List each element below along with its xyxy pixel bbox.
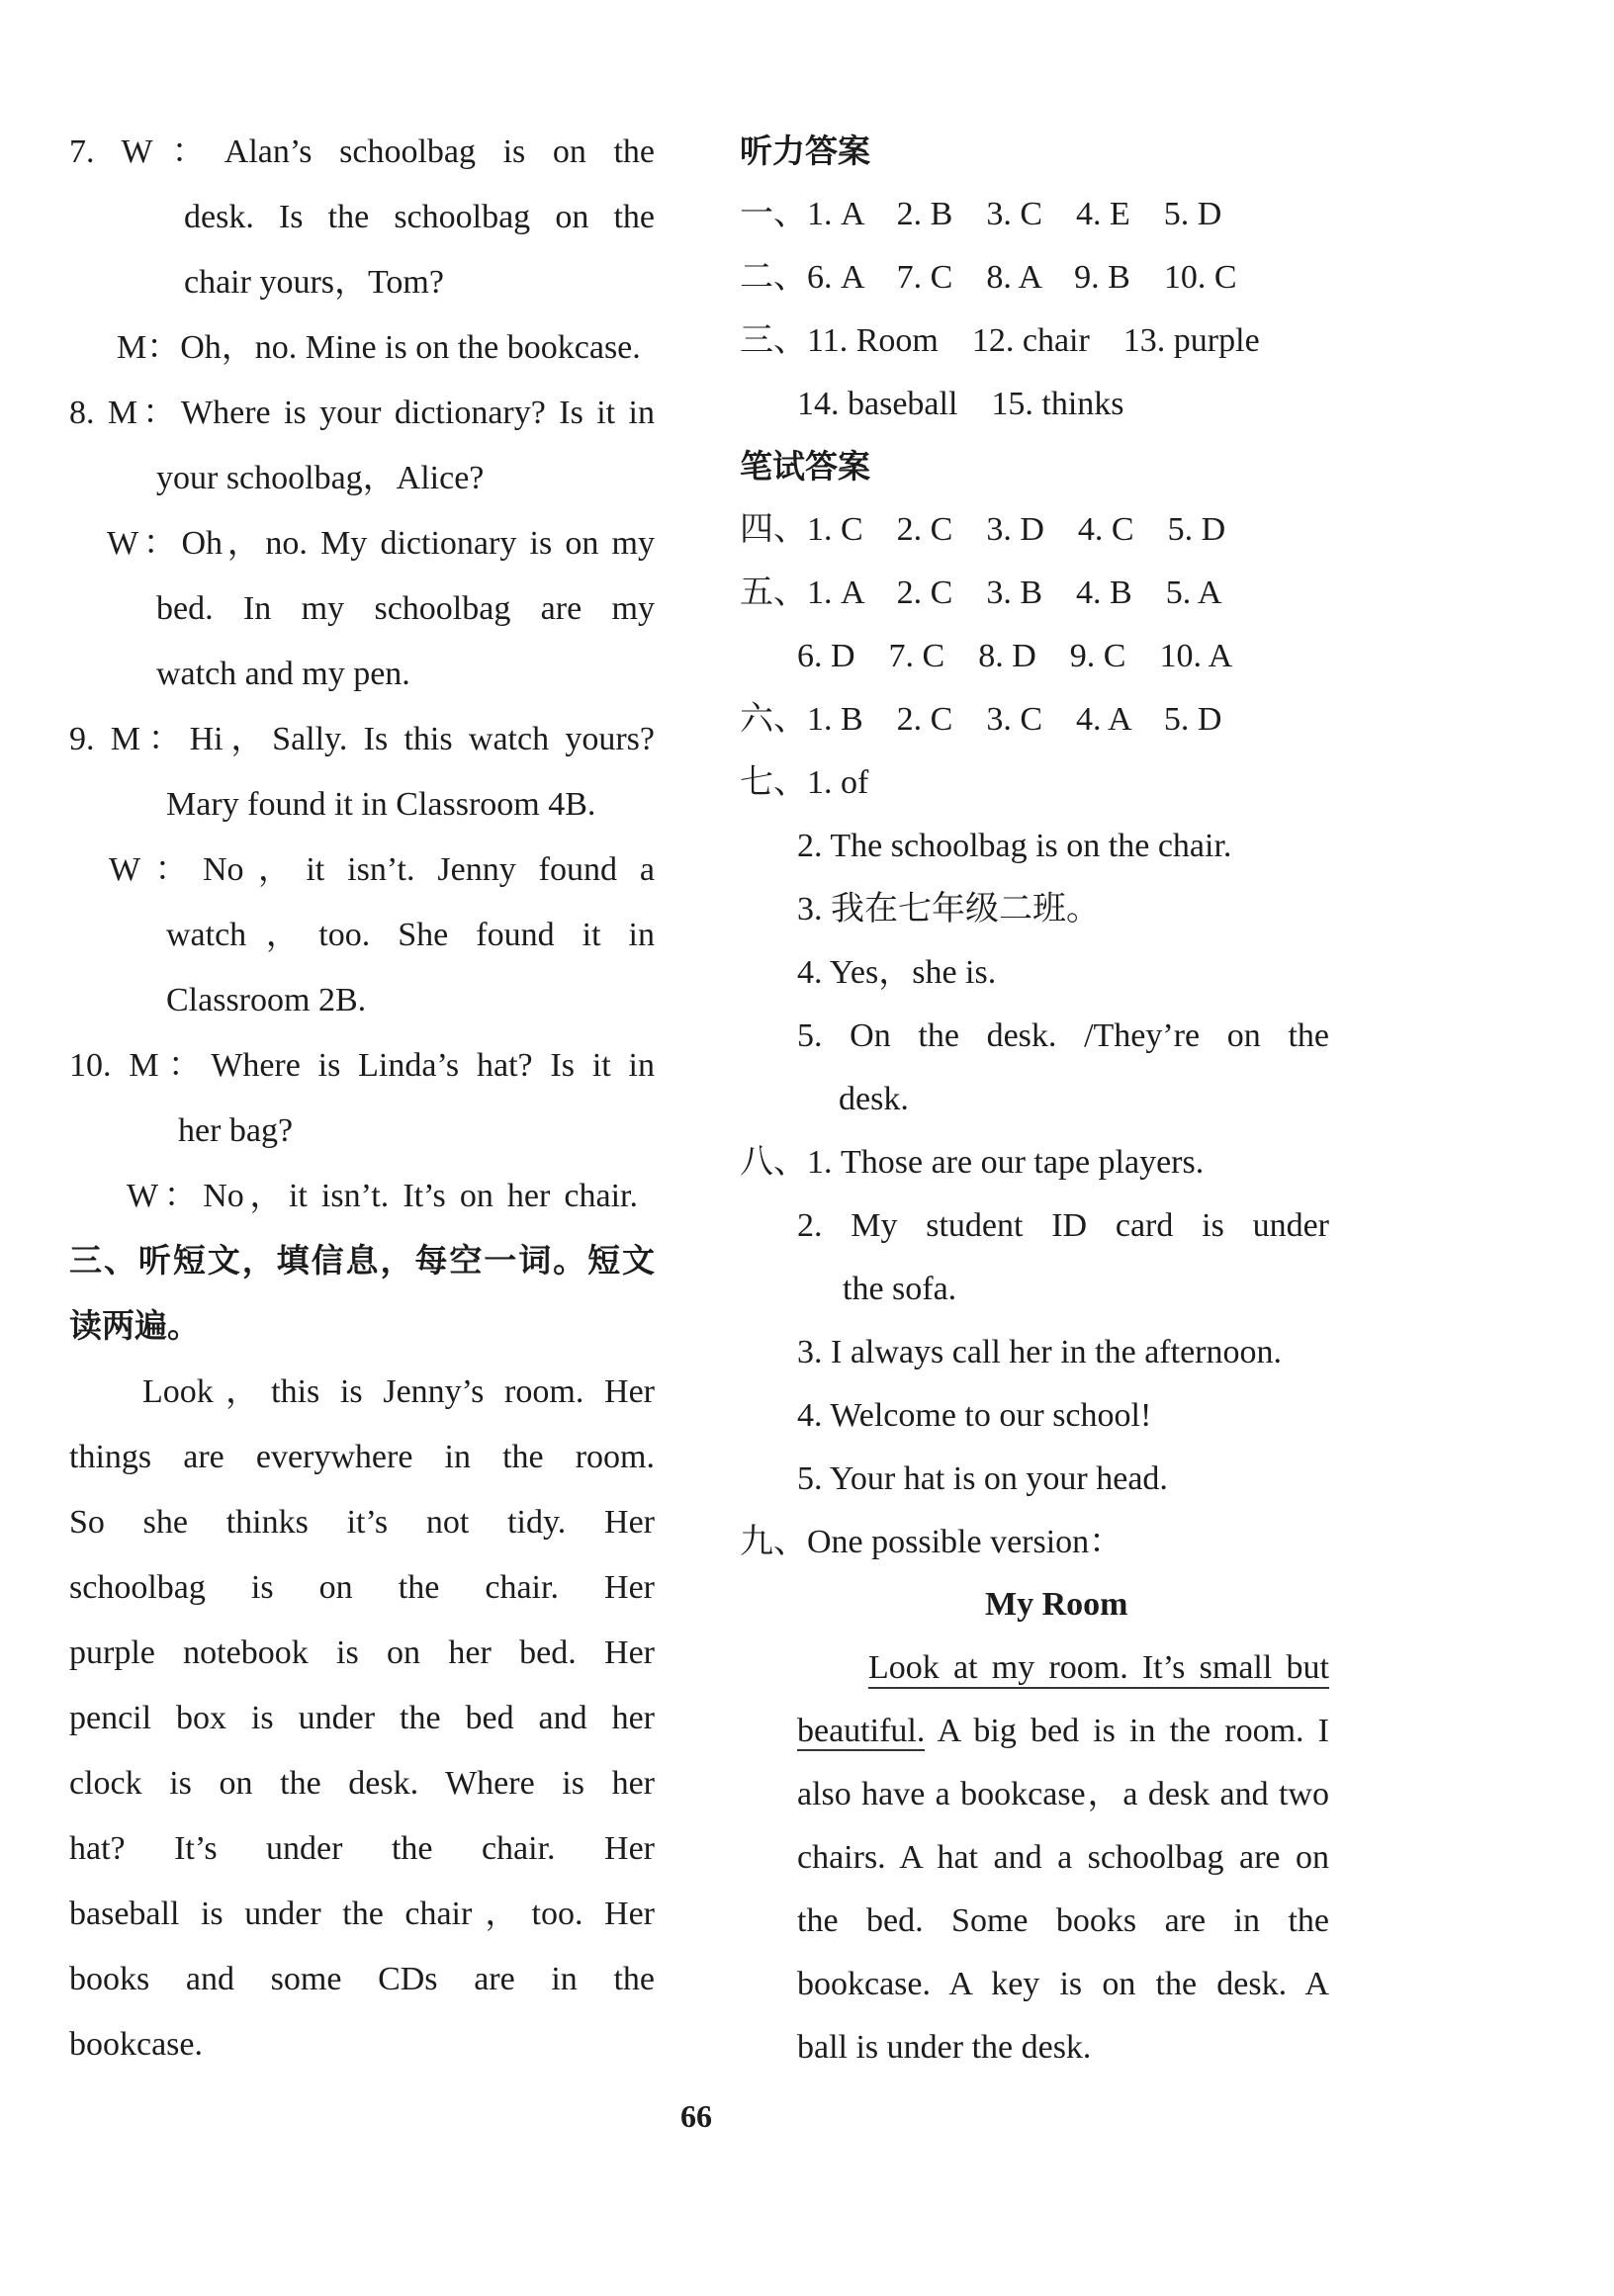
dialogue-line: desk. Is the schoolbag on the (184, 199, 655, 235)
section-heading: 三、听短文，填信息，每空一词。短文 (69, 1241, 655, 1280)
dialogue-line: W：No，it isn’t. Jenny found a (109, 851, 655, 888)
essay-line: the bed. Some books are in the (797, 1902, 1329, 1939)
answer-line: 二、6. A 7. C 8. A 9. B 10. C (740, 259, 1237, 296)
answer-line: 4. Welcome to our school! (797, 1397, 1152, 1434)
dialogue-line: bed. In my schoolbag are my (156, 590, 655, 627)
answer-line: 八、1. Those are our tape players. (740, 1144, 1205, 1181)
dialogue-line: Classroom 2B. (166, 982, 367, 1018)
answer-line: the sofa. (843, 1271, 957, 1307)
passage-line: clock is on the desk. Where is her (69, 1765, 655, 1802)
listening-answers-heading: 听力答案 (740, 132, 870, 170)
answer-line: 一、1. A 2. B 3. C 4. E 5. D (740, 196, 1222, 232)
essay-line: chairs. A hat and a schoolbag are on (797, 1839, 1329, 1876)
passage-line: bookcase. (69, 2026, 204, 2063)
dialogue-line: your schoolbag，Alice? (156, 460, 485, 496)
answer-line: desk. (839, 1081, 909, 1117)
written-answers-heading: 笔试答案 (740, 447, 870, 486)
answer-line: 七、1. of (740, 764, 869, 801)
answer-line: 5. On the desk. /They’re on the (797, 1017, 1329, 1054)
essay-title: My Room (985, 1586, 1128, 1623)
passage-line: schoolbag is on the chair. Her (69, 1569, 655, 1606)
answer-line: 3. 我在七年级二班。 (797, 891, 1100, 927)
answer-line: 四、1. C 2. C 3. D 4. C 5. D (740, 511, 1226, 548)
passage-line: Look，this is Jenny’s room. Her (142, 1373, 655, 1410)
dialogue-line: chair yours，Tom? (184, 264, 444, 301)
essay-line: ball is under the desk. (797, 2029, 1092, 2066)
answer-line: 六、1. B 2. C 3. C 4. A 5. D (740, 701, 1222, 738)
dialogue-line: W：No，it isn’t. It’s on her chair. (127, 1178, 638, 1214)
dialogue-line: 7. W：Alan’s schoolbag is on the (69, 133, 655, 170)
passage-line: baseball is under the chair，too. Her (69, 1896, 655, 1932)
answer-line: 3. I always call her in the afternoon. (797, 1334, 1282, 1370)
underlined-opening: beautiful. (797, 1713, 926, 1749)
answer-line: 三、11. Room 12. chair 13. purple (740, 322, 1260, 359)
essay-line (797, 1715, 1329, 1748)
passage-line: pencil box is under the bed and her (69, 1700, 655, 1736)
answer-line: 6. D 7. C 8. D 9. C 10. A (797, 638, 1233, 674)
passage-line: things are everywhere in the room. (69, 1439, 655, 1475)
dialogue-line: M：Oh，no. Mine is on the bookcase. (117, 329, 641, 366)
answer-line: 14. baseball 15. thinks (797, 386, 1124, 422)
answer-line: 4. Yes，she is. (797, 954, 997, 991)
essay-line: bookcase. A key is on the desk. A (797, 1966, 1329, 2002)
underlined-opening: Look at my room. It’s small but (868, 1651, 1329, 1689)
passage-line: purple notebook is on her bed. Her (69, 1634, 655, 1671)
answer-line: 2. My student ID card is under (797, 1207, 1329, 1244)
answer-line: 5. Your hat is on your head. (797, 1460, 1168, 1497)
dialogue-line: watch and my pen. (156, 656, 410, 692)
page-number: 66 (680, 2098, 712, 2134)
dialogue-line: 9. M：Hi，Sally. Is this watch yours? (69, 721, 655, 757)
dialogue-line: her bag? (178, 1112, 294, 1149)
passage-line: books and some CDs are in the (69, 1961, 655, 1997)
section-heading: 读两遍。 (69, 1306, 200, 1345)
dialogue-line: 10. M：Where is Linda’s hat? Is it in (69, 1047, 655, 1084)
passage-line: hat? It’s under the chair. Her (69, 1830, 655, 1867)
passage-line: So she thinks it’s not tidy. Her (69, 1504, 655, 1541)
dialogue-line: 8. M：Where is your dictionary? Is it in (69, 395, 655, 431)
answer-line: 五、1. A 2. C 3. B 4. B 5. A (740, 574, 1222, 611)
essay-line: also have a bookcase，a desk and two (797, 1776, 1329, 1812)
dialogue-line: watch，too. She found it in (166, 917, 655, 953)
dialogue-line: W：Oh，no. My dictionary is on my (107, 525, 655, 562)
answer-line: 2. The schoolbag is on the chair. (797, 828, 1232, 864)
essay-text: A big bed is in the room. I (925, 1713, 1329, 1749)
essay-line (868, 1651, 1329, 1693)
dialogue-line: Mary found it in Classroom 4B. (166, 786, 596, 823)
answer-line: 九、One possible version： (740, 1524, 1123, 1560)
